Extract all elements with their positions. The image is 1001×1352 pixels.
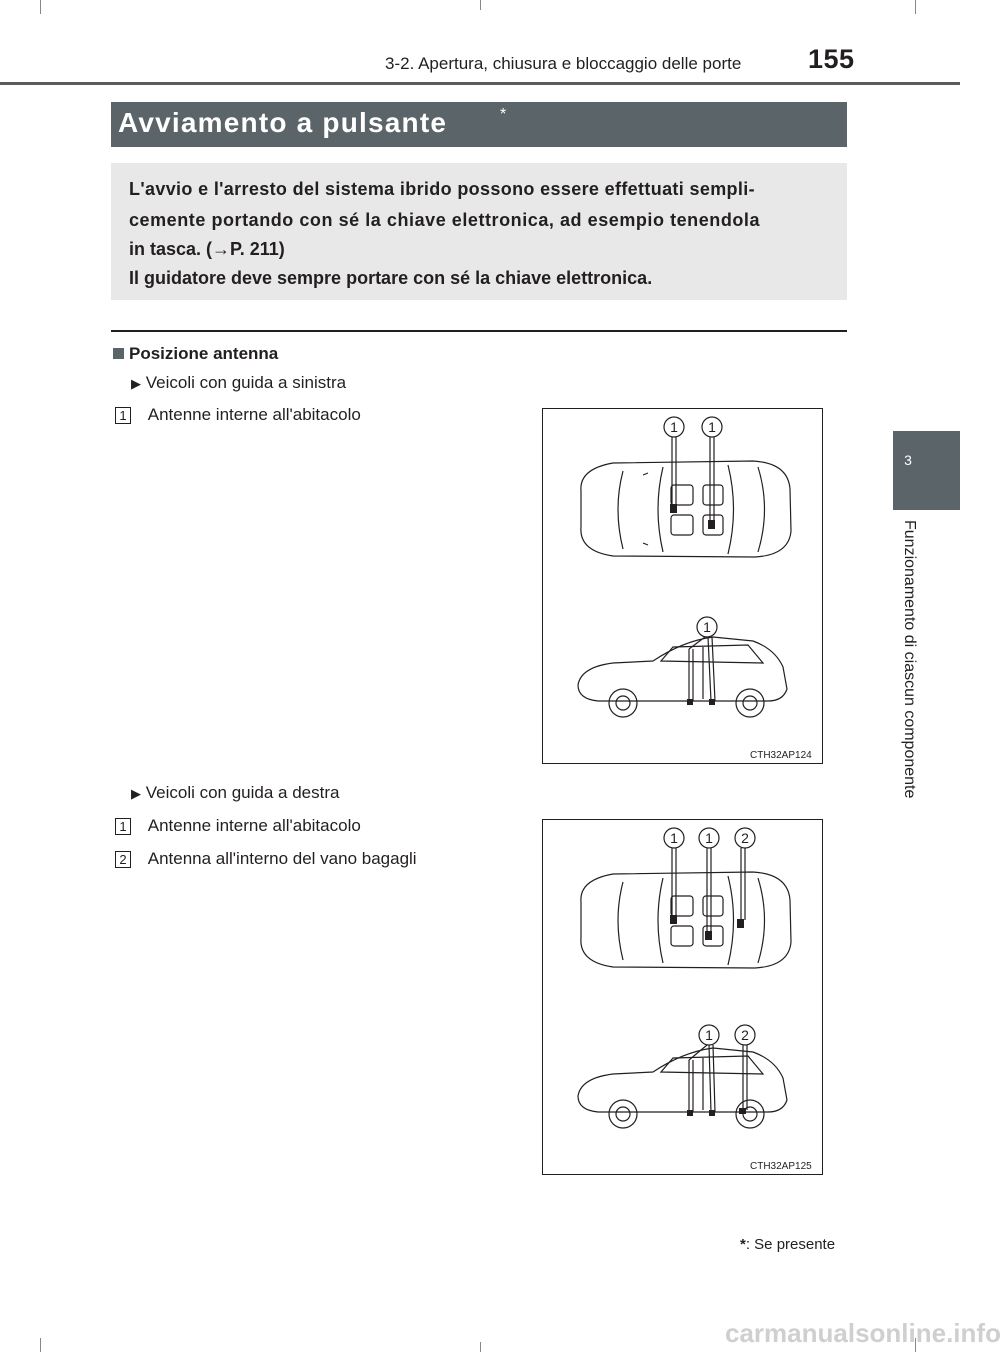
item-text: Antenne interne all'abitacolo — [147, 816, 361, 835]
callout-label: 1 — [705, 1027, 713, 1043]
callout-label: 1 — [703, 619, 711, 635]
watermark: carmanualsonline.info — [725, 1318, 1001, 1348]
intro-line: cemente portando con sé la chiave elettronica, ad esempio tenendola — [129, 210, 761, 230]
title-asterisk: * — [500, 106, 507, 123]
crop-mark — [480, 0, 481, 10]
item-number-badge: 2 — [115, 851, 131, 868]
asterisk-icon: * — [740, 1236, 746, 1253]
intro-box — [111, 163, 847, 300]
figure-code: CTH32AP125 — [750, 1161, 812, 1172]
callout-label: 2 — [741, 1027, 749, 1043]
subheading-lhd — [131, 373, 346, 393]
footnote-text: : Se presente — [745, 1236, 836, 1253]
item-number-badge: 1 — [115, 407, 131, 424]
crop-mark — [40, 1338, 41, 1352]
header-section-title: 3-2. Apertura, chiusura e bloccaggio delle porte — [385, 54, 742, 73]
section-heading — [113, 344, 278, 364]
car-diagram-lhd — [543, 409, 822, 763]
page-title: Avviamento a pulsante — [118, 107, 448, 138]
list-item — [115, 816, 361, 836]
callout-label: 1 — [670, 830, 678, 846]
triangle-bullet-icon: ▶ — [131, 786, 141, 801]
figure-rhd — [542, 819, 823, 1175]
item-text: Antenne interne all'abitacolo — [147, 405, 361, 424]
section-heading-text: Posizione antenna — [129, 344, 279, 363]
chapter-number: 3 — [904, 452, 912, 468]
intro-line: Il guidatore deve sempre portare con sé la chiave elettronica. — [129, 268, 653, 288]
subheading-rhd — [131, 783, 339, 803]
subheading-text: Veicoli con guida a destra — [145, 783, 340, 802]
list-item — [115, 405, 361, 425]
callout-label: 1 — [670, 419, 678, 435]
car-diagram-rhd — [543, 820, 822, 1174]
triangle-bullet-icon: ▶ — [131, 376, 141, 391]
crop-mark — [480, 1342, 481, 1352]
chapter-tab — [893, 431, 960, 510]
list-item — [115, 849, 417, 869]
subheading-text: Veicoli con guida a sinistra — [145, 373, 347, 392]
header-divider — [0, 82, 960, 85]
intro-line: L'avvio e l'arresto del sistema ibrido possono essere effettuati sempli- — [129, 179, 755, 199]
item-text: Antenna all'interno del vano bagagli — [147, 849, 417, 868]
page-number: 155 — [808, 44, 855, 74]
figure-lhd — [542, 408, 823, 764]
crop-mark — [915, 0, 916, 14]
callout-label: 1 — [705, 830, 713, 846]
square-bullet-icon — [113, 348, 124, 359]
chapter-label: Funzionamento di ciascun componente — [901, 520, 918, 799]
section-divider — [111, 330, 847, 332]
footnote — [740, 1236, 835, 1253]
crop-mark — [40, 0, 41, 14]
callout-label: 1 — [708, 419, 716, 435]
callout-label: 2 — [741, 830, 749, 846]
intro-line: in tasca. (→P. 211) — [129, 239, 285, 259]
figure-code: CTH32AP124 — [750, 750, 812, 761]
item-number-badge: 1 — [115, 818, 131, 835]
